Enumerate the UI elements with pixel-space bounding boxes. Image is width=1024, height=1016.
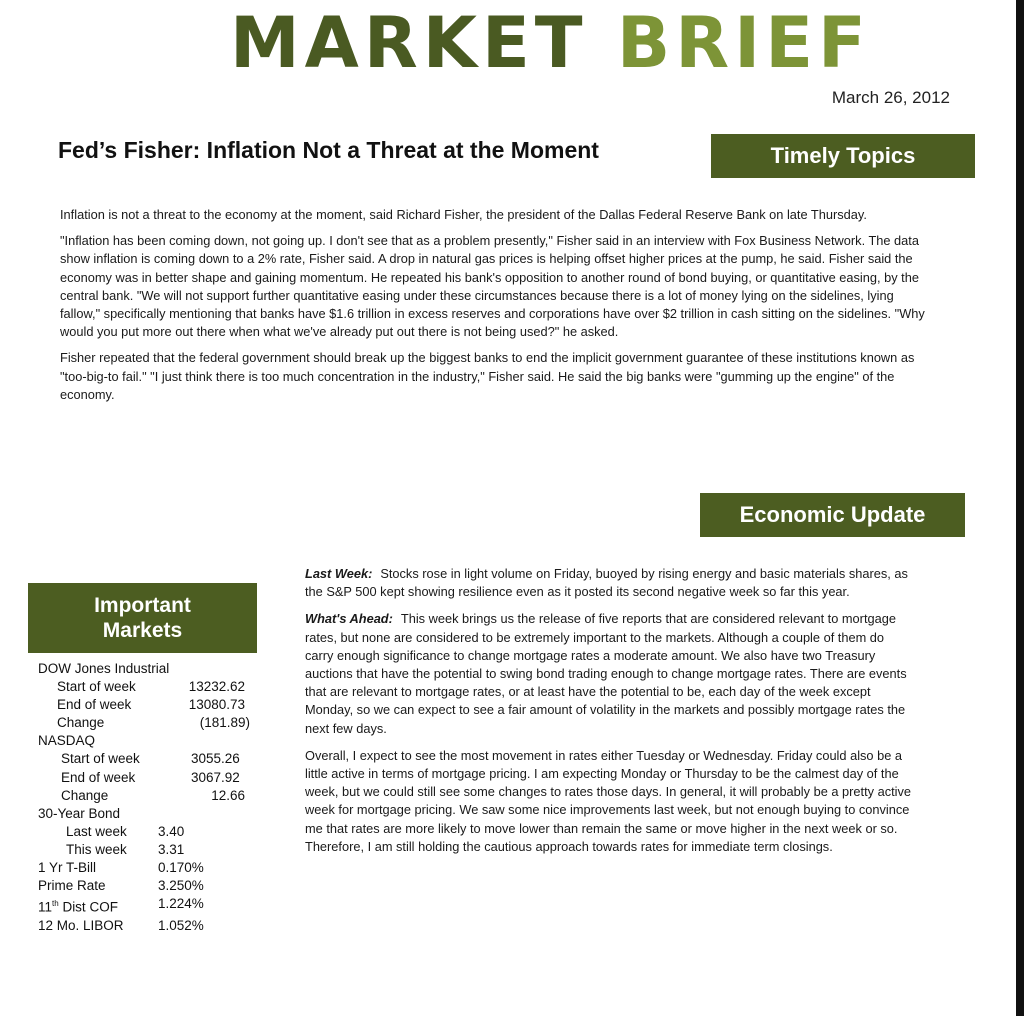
masthead-word-market: MARKET <box>230 2 588 84</box>
prime-value: 3.250% <box>158 878 204 894</box>
cof-row <box>38 895 258 917</box>
masthead-word-brief: BRIEF <box>616 2 871 84</box>
page-edge-rule <box>1016 0 1024 1016</box>
issue-date: March 26, 2012 <box>831 88 950 107</box>
dow-end-row <box>38 696 258 714</box>
libor-label: 12 Mo. LIBOR <box>38 917 124 933</box>
dow-title-text: DOW Jones Industrial <box>38 661 170 676</box>
article-body <box>60 206 925 412</box>
bond-this-value: 3.31 <box>158 841 185 857</box>
article-headline: Fed’s Fisher: Inflation Not a Threat at the Moment <box>58 137 599 163</box>
article-paragraph-2: "Inflation has been coming down, not going up. I don't see that as a problem presently," Fisher said in an interview with Fox Business Network. The data show inflation is coming down to a 2% rate, Fisher said. A drop in natural gas prices is helping offset higher prices at the pump, he said. Fisher said the economy was in better shape and gaining momentum. He repeated his bank's opposition to another round of bond buying, or quantitative easing, by the central bank. "We will not support further quantitative easing under these circumstances because there is a lot of money lying on the sidelines, lying fallow," specifically mentioning that banks have $1.6 trillion in excess reserves and corporations have over $2 trillion in cash sitting on the sidelines. "Why would you put more out there when what we've already put out there is not being used?" he asked. <box>60 233 925 340</box>
article-paragraph-1: Inflation is not a threat to the economy at the moment, said Richard Fisher, the president of the Dallas Federal Reserve Bank on late Thursday. <box>60 207 867 222</box>
dow-end-label: End of week <box>57 697 132 713</box>
whats-ahead-label: What's Ahead: <box>305 611 393 627</box>
last-week-label: Last Week: <box>305 566 373 581</box>
important-markets-table <box>38 660 258 935</box>
cof-label-num: 11 <box>38 899 53 915</box>
masthead-title <box>230 4 970 82</box>
bond-title <box>38 805 258 823</box>
last-week-paragraph <box>305 565 915 601</box>
dow-change-label: Change <box>57 715 105 731</box>
bond-this-label: This week <box>66 841 127 857</box>
important-markets-banner <box>28 583 257 653</box>
important-markets-line-1: Important <box>94 594 191 617</box>
tbill-label: 1 Yr T-Bill <box>38 860 97 876</box>
dow-start-label: Start of week <box>57 679 136 695</box>
dow-change-row <box>38 714 258 732</box>
last-week-text: Stocks rose in light volume on Friday, buoyed by rising energy and basic materials shares, as the S&P 500 kept showing resilience even as it posted its second negative week so far this year. <box>305 566 908 600</box>
article-paragraph-3: Fisher repeated that the federal government should break up the biggest banks to end the implicit government guarantee of these institutions known as "too-big-to fail." "I just think there is too much concentration in the industry," Fisher said. He said the big banks were "gumming up the engine" of the economy. <box>60 350 915 402</box>
prime-row <box>38 877 258 895</box>
bond-last-label: Last week <box>66 823 127 839</box>
timely-topics-banner: Timely Topics <box>711 134 975 178</box>
cof-value: 1.224% <box>158 896 204 912</box>
whats-ahead-text: This week brings us the release of five reports that are considered relevant to mortgage rates, but none are considered to be extremely important to the markets. Although a couple of them do carry enough significance to change mortgage rates a moderate amount. We also have two Treasury auctions that have the potential to swing bond trading enough to change mortgage rates. There are events that are relevant to mortgage rates, or at least have the potential to be, each day of the week except Monday, so we can expect to see a fair amount of volatility in the markets and possibly mortgage rates the next few days. <box>305 611 907 736</box>
dow-title <box>38 660 258 678</box>
libor-value: 1.052% <box>158 917 204 933</box>
bond-last-value: 3.40 <box>158 823 185 839</box>
dow-start-value: 13232.62 <box>188 679 245 695</box>
nasdaq-start-value: 3055.26 <box>191 751 240 767</box>
libor-row <box>38 917 258 935</box>
tbill-row <box>38 859 258 877</box>
bond-title-text: 30-Year Bond <box>38 805 121 821</box>
economic-update-banner: Economic Update <box>700 493 965 537</box>
nasdaq-end-value: 3067.92 <box>191 769 240 785</box>
cof-label-sup: th <box>52 899 59 909</box>
prime-label: Prime Rate <box>38 878 106 894</box>
nasdaq-end-label: End of week <box>61 769 136 785</box>
nasdaq-start-row <box>38 750 258 768</box>
overall-paragraph: Overall, I expect to see the most movement in rates either Tuesday or Wednesday. Friday could also be a little active in terms of mortgage pricing. I am expecting Monday or Thursday to be the calmest day of the week, but we could still see some changes to rates those days. In general, it will probably be a pretty active week for mortgage pricing. We saw some nice improvements last week, but not enough buying to convince me that rates are more likely to move lower than remain the same or move higher in the next week or so. Therefore, I am still holding the cautious approach towards rates for immediate term closings. <box>305 747 912 854</box>
important-markets-line-2: Markets <box>102 619 183 642</box>
tbill-value: 0.170% <box>158 860 204 876</box>
dow-start-row <box>38 678 258 696</box>
nasdaq-start-label: Start of week <box>61 751 140 767</box>
cof-label <box>38 895 158 917</box>
bond-this-row <box>38 841 258 859</box>
dow-change-value: (181.89) <box>199 715 250 731</box>
nasdaq-title <box>38 732 258 750</box>
nasdaq-title-text: NASDAQ <box>38 733 96 749</box>
dow-end-value: 13080.73 <box>188 697 245 713</box>
economic-update-body <box>305 565 915 865</box>
nasdaq-change-value: 12.66 <box>211 787 245 803</box>
nasdaq-change-label: Change <box>61 787 109 803</box>
whats-ahead-paragraph <box>305 610 915 737</box>
nasdaq-change-row <box>38 787 258 805</box>
nasdaq-end-row <box>38 769 258 787</box>
cof-label-rest: Dist COF <box>58 899 118 915</box>
bond-last-row <box>38 823 258 841</box>
